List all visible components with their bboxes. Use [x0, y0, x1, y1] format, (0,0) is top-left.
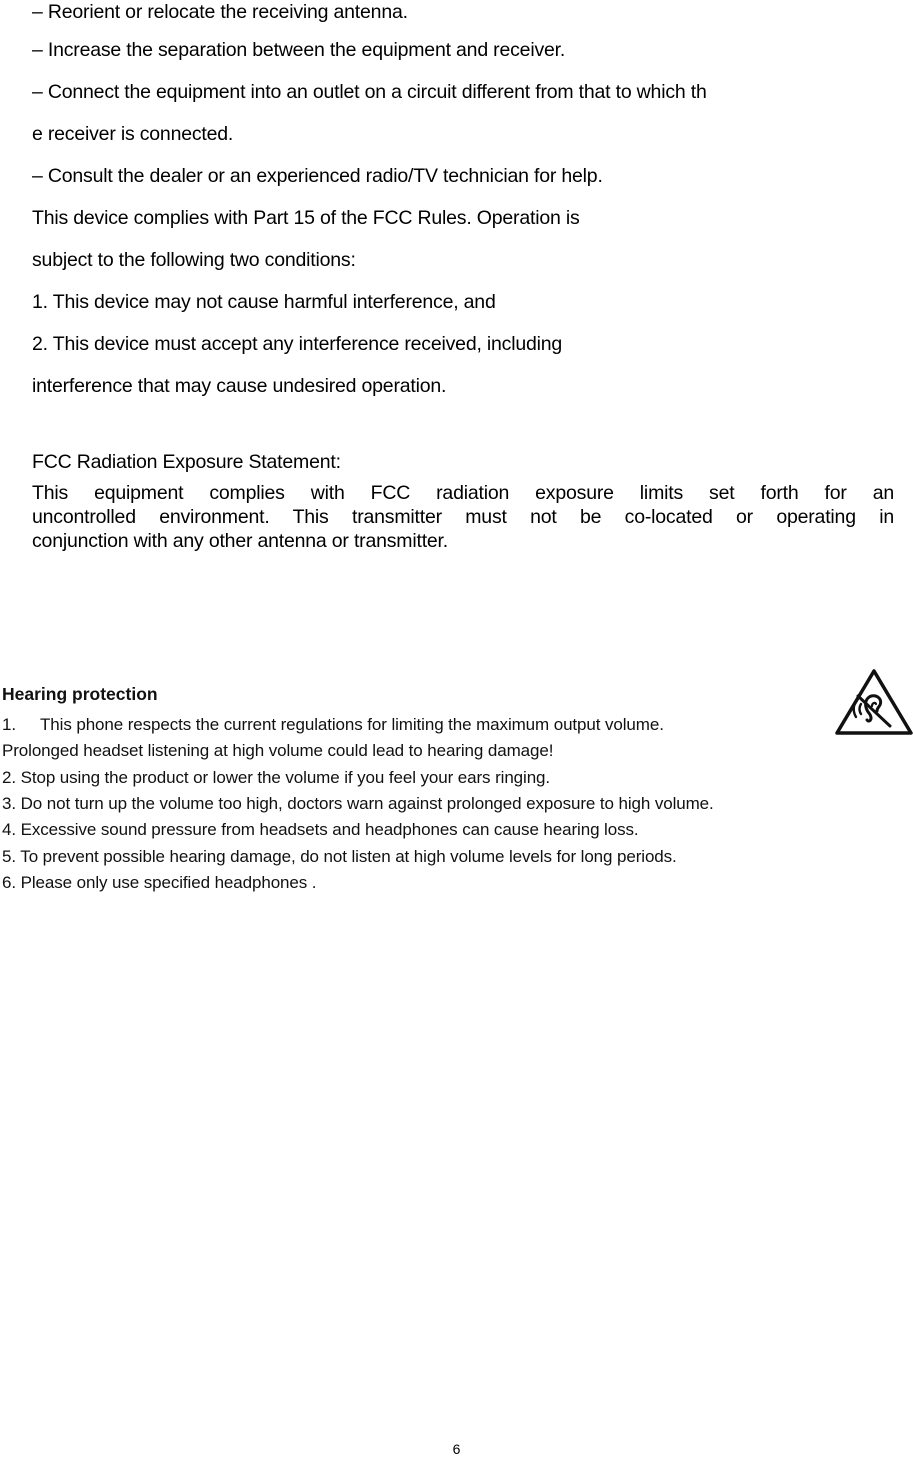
page-number: 6	[452, 1441, 461, 1457]
hearing-item-1-number: 1.	[2, 715, 16, 734]
fcc-line-connect-outlet: – Connect the equipment into an outlet on a circuit different from that to which th	[32, 81, 707, 103]
fcc-line-condition-2: 2. This device must accept any interference received, including	[32, 333, 563, 355]
fcc-line-condition-2-cont: interference that may cause undesired operation.	[32, 375, 447, 397]
hearing-item-4: 4. Excessive sound pressure from headsets and headphones can cause hearing loss.	[2, 820, 639, 839]
hearing-item-3: 3. Do not turn up the volume too high, doctors warn against prolonged exposure to high volume.	[2, 794, 714, 813]
hearing-item-1	[2, 714, 664, 736]
radiation-paragraph	[32, 481, 894, 553]
fcc-line-conditions: subject to the following two conditions:	[32, 249, 356, 271]
hearing-item-6: 6. Please only use specified headphones .	[2, 873, 317, 892]
hearing-item-1-continuation: Prolonged headset listening at high volume could lead to hearing damage!	[2, 741, 554, 760]
fcc-line-connect-outlet-cont: e receiver is connected.	[32, 123, 234, 145]
fcc-line-increase-separation: – Increase the separation between the equipment and receiver.	[32, 39, 566, 61]
fcc-line-consult-dealer: – Consult the dealer or an experienced radio/TV technician for help.	[32, 165, 603, 187]
radiation-heading: FCC Radiation Exposure Statement:	[32, 451, 341, 473]
radiation-line-3: conjunction with any other antenna or transmitter.	[32, 530, 448, 552]
hearing-damage-warning-icon	[834, 668, 913, 736]
radiation-line-1: This equipment complies with FCC radiation exposure limits set forth for an	[32, 482, 894, 504]
fcc-line-reorient: – Reorient or relocate the receiving antenna.	[32, 1, 408, 23]
hearing-item-2: 2. Stop using the product or lower the volume if you feel your ears ringing.	[2, 768, 551, 787]
radiation-line-2: uncontrolled environment. This transmitter must not be co-located or operating in	[32, 506, 894, 528]
hearing-item-1-text: This phone respects the current regulations for limiting the maximum output volume.	[40, 715, 664, 734]
hearing-item-5: 5. To prevent possible hearing damage, do not listen at high volume levels for long periods.	[2, 847, 677, 866]
hearing-protection-title: Hearing protection	[2, 684, 158, 704]
fcc-line-condition-1: 1. This device may not cause harmful interference, and	[32, 291, 496, 313]
fcc-line-part15: This device complies with Part 15 of the FCC Rules. Operation is	[32, 207, 580, 229]
